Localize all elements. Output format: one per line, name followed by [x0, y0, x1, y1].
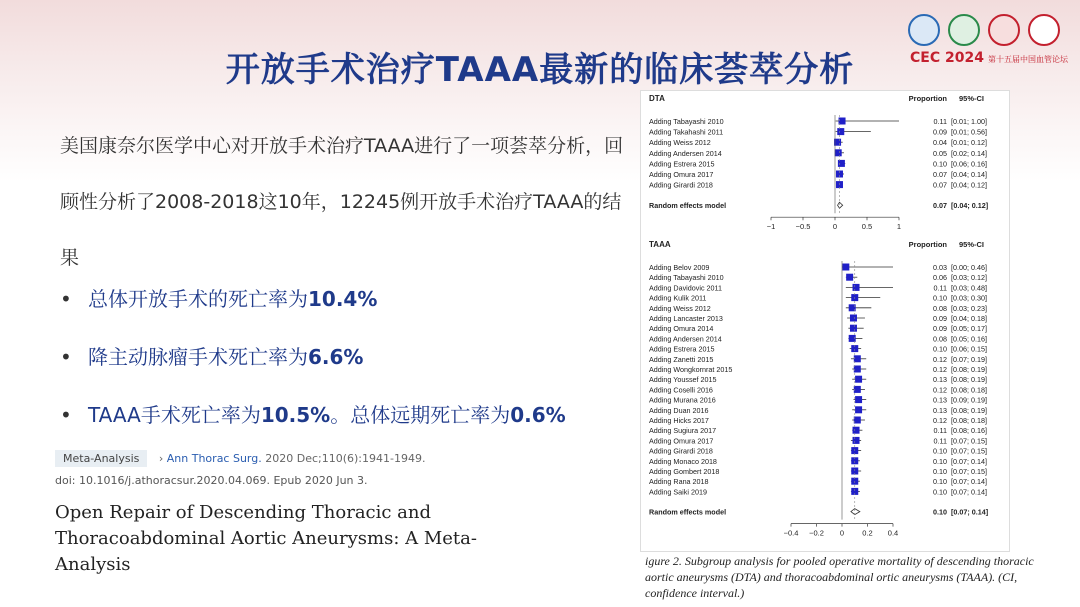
forest-proportion-value: 0.10 [933, 456, 947, 466]
forest-pooled-value: 0.07 [933, 201, 947, 211]
logo-group [902, 14, 1072, 70]
intro-paragraph: 美国康奈尔医学中心对开放手术治疗TAAA进行了一项荟萃分析，回顾性分析了2008-2018这10年，12245例开放手术治疗TAAA的结果 [60, 135, 624, 269]
forest-pooled-ci: [0.07; 0.14] [951, 507, 989, 517]
forest-ci-value: [0.04; 0.12] [951, 180, 987, 190]
cec-subtitle: 第十五届中国血管论坛 [987, 55, 1068, 64]
figure-caption: igure 2. Subgroup analysis for pooled operative mortality of descending thoracic aortic aneurysms (DTA) and thoracoabdominal ortic aneurysms (TAAA). (CI, confidence interval.) [645, 554, 1034, 600]
forest-x-tick-label: 0.2 [862, 528, 873, 538]
forest-study-label: Adding Weiss 2012 [649, 303, 711, 313]
forest-study-label: Adding Omura 2017 [649, 436, 714, 446]
forest-study-label: Adding Sugiura 2017 [649, 426, 717, 436]
forest-ci-value: [0.07; 0.14] [951, 456, 987, 466]
forest-ci-value: [0.03; 0.48] [951, 283, 987, 293]
forest-point-marker [837, 128, 844, 135]
forest-point-marker [846, 274, 853, 281]
forest-x-tick-label: −0.4 [783, 528, 799, 538]
forest-point-marker [855, 406, 862, 413]
forest-ci-value: [0.03; 0.12] [951, 273, 987, 283]
forest-ci-value: [0.07; 0.14] [951, 477, 987, 487]
forest-proportion-value: 0.09 [933, 324, 947, 334]
forest-x-tick-label: 0 [839, 528, 845, 538]
forest-x-tick-label: 0.5 [861, 222, 873, 232]
forest-group-label: DTA [649, 94, 665, 103]
forest-proportion-value: 0.10 [933, 344, 947, 354]
forest-point-marker [853, 284, 860, 291]
forest-x-tick-label: −0.2 [809, 528, 824, 538]
forest-ci-value: [0.03; 0.23] [951, 303, 987, 313]
forest-point-marker [853, 427, 860, 434]
finding-value: 0.6% [510, 403, 566, 427]
forest-pooled-diamond [851, 509, 860, 515]
forest-pooled-ci: [0.04; 0.12] [951, 201, 989, 211]
forest-proportion-value: 0.12 [933, 365, 947, 374]
forest-study-label: Adding Takahashi 2011 [649, 127, 724, 137]
forest-study-label: Adding Estrera 2015 [649, 159, 715, 169]
forest-plot-svg [641, 91, 1009, 551]
forest-ci-value: [0.01; 1.00] [951, 117, 987, 126]
forest-proportion-value: 0.10 [933, 159, 947, 169]
forest-point-marker [835, 149, 842, 156]
forest-ci-value: [0.05; 0.16] [951, 334, 987, 344]
forest-ci-value: [0.07; 0.14] [951, 487, 987, 497]
forest-point-marker [850, 325, 857, 332]
cec-brand [910, 50, 1068, 66]
forest-point-marker [855, 376, 862, 383]
forest-ci-value: [0.08; 0.18] [951, 385, 987, 395]
forest-study-label: Adding Monaco 2018 [649, 456, 717, 466]
forest-study-label: Adding Hicks 2017 [649, 416, 709, 425]
forest-ci-value: [0.02; 0.14] [951, 148, 987, 158]
forest-study-label: Adding Omura 2017 [649, 170, 714, 179]
forest-study-label: Adding Girardi 2018 [649, 180, 713, 190]
forest-header-ci: 95%-CI [959, 240, 985, 249]
forest-proportion-value: 0.11 [933, 283, 947, 293]
forest-pooled-value: 0.10 [933, 507, 947, 517]
forest-ci-value: [0.00; 0.46] [951, 263, 987, 272]
forest-ci-value: [0.08; 0.19] [951, 365, 987, 374]
forum-logo-icon [1028, 14, 1060, 46]
forest-study-label: Adding Estrera 2015 [649, 344, 715, 354]
page-title: 开放手术治疗TAAA最新的临床荟萃分析 [225, 50, 855, 90]
forest-header-proportion: Proportion [908, 94, 947, 103]
forest-study-label: Adding Saiki 2019 [649, 487, 707, 497]
key-findings-list [60, 270, 660, 444]
forest-proportion-value: 0.09 [933, 127, 947, 137]
finding-text: TAAA手术死亡率为 [88, 403, 261, 427]
citation-bar [55, 450, 425, 467]
article-title: Open Repair of Descending Thoracic and Thoracoabdominal Aortic Aneurysms: A Meta-Analysis [55, 502, 477, 575]
forest-proportion-value: 0.10 [933, 467, 947, 476]
forest-study-label: Adding Duan 2016 [649, 405, 709, 415]
society-logo-icon [908, 14, 940, 46]
forest-point-marker [842, 264, 849, 271]
forest-proportion-value: 0.11 [933, 436, 947, 446]
forest-study-label: Adding Wongkornrat 2015 [649, 365, 733, 374]
forest-x-tick-label: 0 [832, 222, 838, 232]
forest-study-label: Adding Gombert 2018 [649, 467, 720, 476]
cec-label: CEC 2024 [910, 50, 984, 66]
forest-ci-value: [0.06; 0.16] [951, 159, 987, 169]
hospital-logo-icon [988, 14, 1020, 46]
forest-ci-value: [0.04; 0.18] [951, 314, 987, 323]
forest-study-label: Adding Weiss 2012 [649, 138, 711, 148]
forest-ci-value: [0.06; 0.15] [951, 344, 987, 354]
forest-pooled-label: Random effects model [649, 201, 727, 211]
forest-ci-value: [0.07; 0.15] [951, 467, 987, 476]
forest-x-tick-label: −1 [766, 222, 776, 232]
finding-overall [60, 270, 660, 328]
forest-header-proportion: Proportion [908, 240, 947, 249]
forest-x-tick-label: 0.4 [887, 528, 899, 538]
journal-link[interactable]: Ann Thorac Surg. [166, 452, 262, 465]
forest-ci-value: [0.04; 0.14] [951, 170, 987, 179]
forest-proportion-value: 0.12 [933, 385, 947, 395]
forest-study-label: Adding Rana 2018 [649, 477, 709, 487]
forest-ci-value: [0.09; 0.19] [951, 395, 987, 405]
forest-plot-figure [640, 90, 1010, 552]
forest-proportion-value: 0.04 [933, 138, 947, 148]
forest-proportion-value: 0.06 [933, 273, 947, 283]
forest-ci-value: [0.08; 0.19] [951, 375, 987, 385]
forest-point-marker [853, 437, 860, 444]
forest-study-label: Adding Belov 2009 [649, 263, 710, 272]
forest-study-label: Adding Zanetti 2015 [649, 354, 714, 364]
forest-proportion-value: 0.03 [933, 263, 947, 272]
forest-study-label: Adding Andersen 2014 [649, 334, 722, 344]
forest-study-label: Adding Tabayashi 2010 [649, 117, 724, 126]
finding-value: 6.6% [308, 345, 364, 369]
finding-value: 10.4% [308, 287, 378, 311]
forest-proportion-value: 0.11 [933, 117, 947, 126]
finding-value: 10.5% [260, 403, 331, 427]
forest-proportion-value: 0.11 [933, 426, 947, 436]
forest-point-marker [838, 160, 845, 167]
forest-x-tick-label: −0.5 [795, 222, 811, 232]
finding-text: 降主动脉瘤手术死亡率为 [88, 345, 308, 369]
forest-proportion-value: 0.10 [933, 293, 947, 303]
association-logo-icon [948, 14, 980, 46]
forest-group-label: TAAA [649, 240, 671, 249]
forest-proportion-value: 0.10 [933, 477, 947, 487]
forest-study-label: Adding Murana 2016 [649, 395, 716, 405]
finding-text: 总体开放手术的死亡率为 [88, 287, 308, 311]
forest-study-label: Adding Andersen 2014 [649, 148, 722, 158]
chevron-right-icon: › [158, 452, 164, 465]
forest-header-ci: 95%-CI [959, 94, 985, 103]
forest-study-label: Adding Girardi 2018 [649, 446, 713, 456]
forest-ci-value: [0.05; 0.17] [951, 324, 987, 334]
forest-ci-value: [0.07; 0.15] [951, 436, 987, 446]
forest-proportion-value: 0.12 [933, 416, 947, 425]
forest-proportion-value: 0.08 [933, 334, 947, 344]
forest-proportion-value: 0.10 [933, 487, 947, 497]
forest-study-label: Adding Tabayashi 2010 [649, 273, 724, 283]
forest-ci-value: [0.08; 0.18] [951, 416, 987, 425]
forest-study-label: Adding Youssef 2015 [649, 375, 717, 385]
forest-proportion-value: 0.10 [933, 446, 947, 456]
forest-pooled-label: Random effects model [649, 507, 727, 517]
citation-details: 2020 Dec;110(6):1941-1949. [261, 452, 426, 465]
forest-proportion-value: 0.05 [933, 148, 947, 158]
forest-proportion-value: 0.13 [933, 405, 947, 415]
forest-proportion-value: 0.13 [933, 375, 947, 385]
forest-study-label: Adding Omura 2014 [649, 324, 714, 334]
finding-dta [60, 328, 660, 386]
forest-point-marker [855, 396, 862, 403]
article-type-badge: Meta-Analysis [55, 450, 147, 467]
forest-ci-value: [0.08; 0.16] [951, 426, 987, 436]
forest-ci-value: [0.07; 0.15] [951, 446, 987, 456]
forest-ci-value: [0.08; 0.19] [951, 405, 987, 415]
forest-x-tick-label: 1 [896, 222, 902, 232]
forest-pooled-diamond [838, 202, 843, 208]
forest-proportion-value: 0.07 [933, 180, 947, 190]
forest-ci-value: [0.03; 0.30] [951, 293, 987, 303]
forest-point-marker [850, 315, 857, 322]
forest-study-label: Adding Lancaster 2013 [649, 314, 723, 323]
forest-proportion-value: 0.12 [933, 354, 947, 364]
forest-ci-value: [0.07; 0.19] [951, 354, 987, 364]
forest-study-label: Adding Coselli 2016 [649, 385, 713, 395]
finding-text: 。总体远期死亡率为 [330, 403, 511, 427]
forest-proportion-value: 0.08 [933, 303, 947, 313]
doi-text: doi: 10.1016/j.athoracsur.2020.04.069. Epub 2020 Jun 3. [55, 474, 368, 487]
forest-study-label: Adding Kulik 2011 [649, 293, 707, 303]
forest-proportion-value: 0.07 [933, 170, 947, 179]
forest-study-label: Adding Davidovic 2011 [649, 283, 722, 293]
forest-ci-value: [0.01; 0.12] [951, 138, 987, 148]
forest-proportion-value: 0.09 [933, 314, 947, 323]
forest-ci-value: [0.01; 0.56] [951, 127, 987, 137]
finding-taaa [60, 386, 660, 444]
forest-proportion-value: 0.13 [933, 395, 947, 405]
